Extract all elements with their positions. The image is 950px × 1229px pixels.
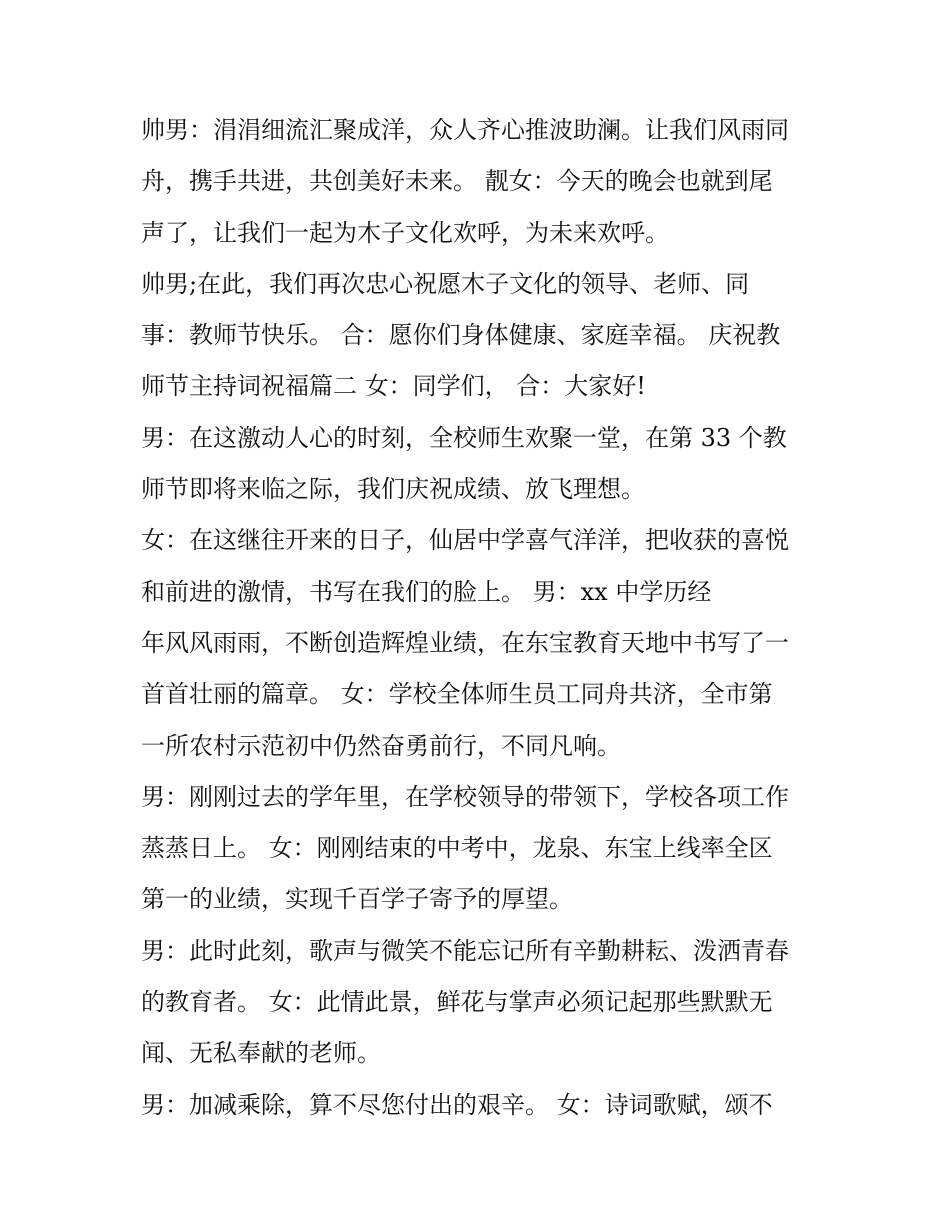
text-line: 的教育者。 女：此情此景，鲜花与掌声必须记起那些默默无: [141, 988, 773, 1017]
text-line: 师节即将来临之际，我们庆祝成绩、放飞理想。: [141, 475, 645, 504]
text-line: 男：此时此刻，歌声与微笑不能忘记所有辛勤耕耘、泼洒青春: [141, 936, 789, 965]
text-line: 男：在这激动人心的时刻，全校师生欢聚一堂，在第 33 个教: [141, 423, 787, 452]
text-line: 事：教师节快乐。 合：愿你们身体健康、家庭幸福。 庆祝教: [141, 321, 781, 350]
text-line: 帅男：涓涓细流汇聚成洋，众人齐心推波助澜。让我们风雨同: [141, 116, 789, 144]
text-line: 师节主持词祝福篇二 女：同学们， 合：大家好!: [141, 372, 646, 401]
document-body: [141, 108, 831, 1134]
text-line: 和前进的激情，书写在我们的脸上。 男：xx 中学历经: [141, 577, 712, 606]
text-line: 舟，携手共进，共创美好未来。 靓女：今天的晚会也就到尾: [141, 167, 773, 196]
text-line: 首首壮丽的篇章。 女：学校全体师生员工同舟共济，全市第: [141, 680, 773, 709]
text-line: 闻、无私奉献的老师。: [141, 1039, 381, 1068]
text-line: 年风风雨雨，不断创造辉煌业绩，在东宝教育天地中书写了一: [141, 628, 789, 657]
text-line: 男：刚刚过去的学年里，在学校领导的带领下，学校各项工作: [141, 782, 789, 811]
text-line: 第一的业绩，实现千百学子寄予的厚望。: [141, 885, 573, 914]
text-line: 声了，让我们一起为木子文化欢呼，为未来欢呼。: [141, 218, 669, 247]
text-line: 女：在这继往开来的日子，仙居中学喜气洋洋，把收获的喜悦: [141, 526, 789, 555]
text-line: 帅男;在此，我们再次忠心祝愿木子文化的领导、老师、同: [141, 269, 750, 298]
text-line: 一所农村示范初中仍然奋勇前行，不同凡响。: [141, 731, 621, 760]
text-line: 蒸蒸日上。 女：刚刚结束的中考中，龙泉、东宝上线率全区: [141, 834, 773, 863]
text-line: 男：加减乘除，算不尽您付出的艰辛。 女：诗词歌赋，颂不: [141, 1090, 773, 1119]
